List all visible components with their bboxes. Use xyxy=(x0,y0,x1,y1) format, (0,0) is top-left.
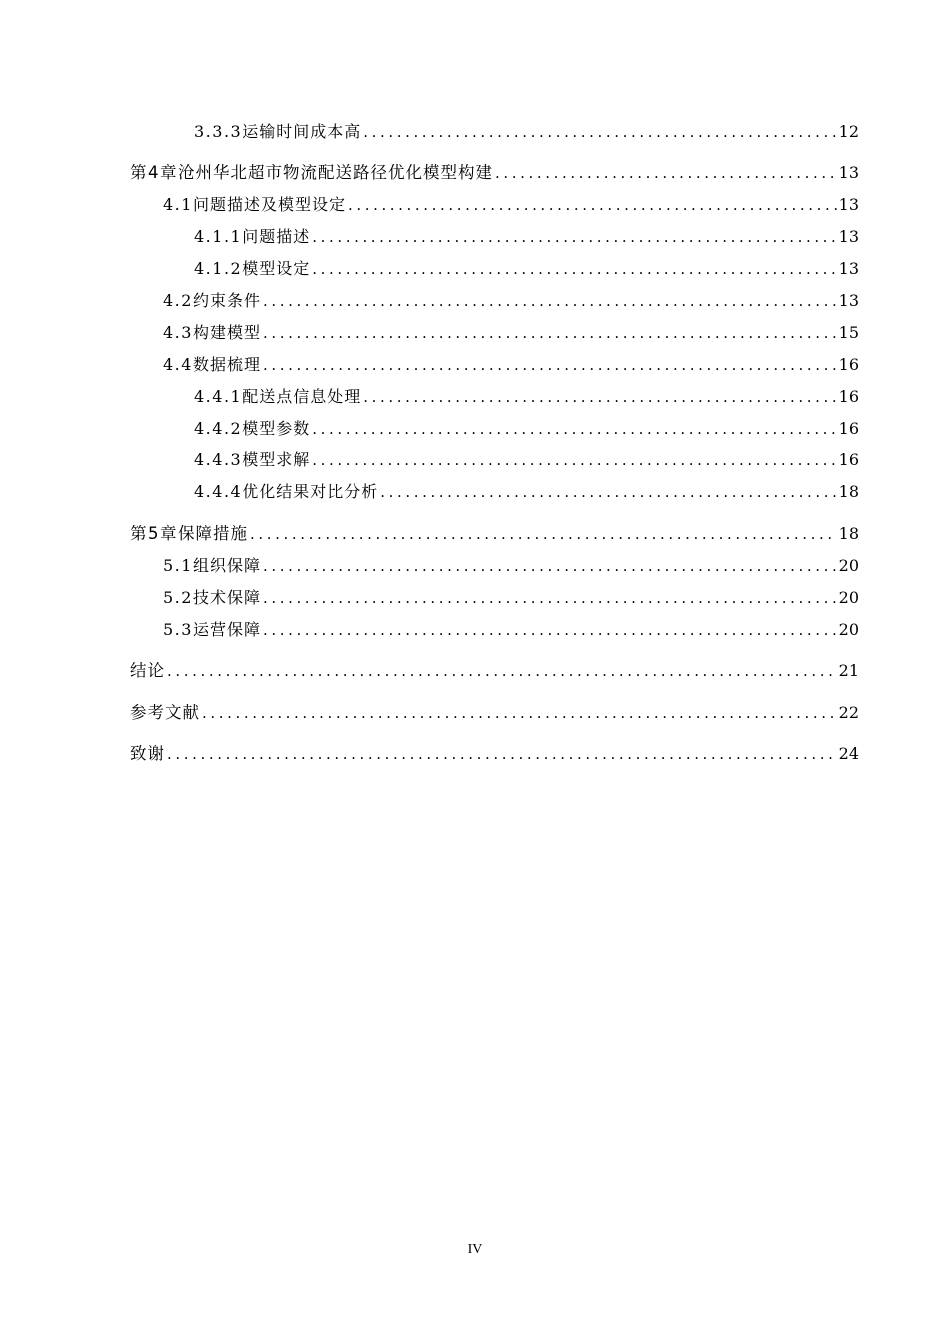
toc-entry-title: 问题描述 xyxy=(242,227,311,246)
toc-leader-dots xyxy=(263,289,837,313)
toc-entry-acknowledgements[interactable] xyxy=(130,742,859,766)
toc-entry-page: 13 xyxy=(838,291,859,310)
toc-entry-page: 13 xyxy=(838,163,859,182)
toc-entry-number: 5.2 xyxy=(163,588,193,607)
toc-entry-4-4-4[interactable] xyxy=(194,480,859,504)
toc-entry-chapter-5[interactable] xyxy=(130,522,859,546)
toc-leader-dots xyxy=(363,120,836,144)
toc-entry-title: 组织保障 xyxy=(192,556,261,575)
toc-entry-title: 配送点信息处理 xyxy=(242,387,362,406)
toc-entry-number: 4.4.2 xyxy=(194,419,243,438)
toc-entry-page: 21 xyxy=(838,661,859,680)
toc-leader-dots xyxy=(263,554,837,578)
toc-entry-page: 13 xyxy=(838,259,859,278)
toc-entry-4-1-2[interactable] xyxy=(194,257,859,281)
toc-entry-page: 24 xyxy=(838,744,859,763)
toc-leader-dots xyxy=(202,701,837,725)
toc-entry-title: 模型求解 xyxy=(242,450,311,469)
toc-entry-page: 15 xyxy=(838,323,859,342)
toc-entry-number: 5.3 xyxy=(163,620,193,639)
toc-entry-page: 22 xyxy=(838,703,859,722)
toc-entry-title: 约束条件 xyxy=(192,291,261,310)
toc-leader-dots xyxy=(312,257,836,281)
toc-entry-title: 问题描述及模型设定 xyxy=(192,195,346,214)
toc-leader-dots xyxy=(167,742,837,766)
toc-entry-number: 4.1.2 xyxy=(194,259,243,278)
toc-leader-dots xyxy=(363,385,836,409)
toc-entry-title: 数据梳理 xyxy=(192,355,261,374)
toc-entry-number: 4.1 xyxy=(163,195,193,214)
toc-entry-page: 16 xyxy=(838,387,859,406)
toc-entry-title: 致谢 xyxy=(130,744,165,763)
toc-entry-page: 16 xyxy=(838,355,859,374)
toc-entry-5-3[interactable] xyxy=(163,618,859,642)
toc-entry-references[interactable] xyxy=(130,701,859,725)
toc-entry-4-1-1[interactable] xyxy=(194,225,859,249)
toc-entry-number: 3.3.3 xyxy=(194,122,243,141)
toc-leader-dots xyxy=(312,448,836,472)
toc-entry-5-2[interactable] xyxy=(163,586,859,610)
toc-entry-title: 运营保障 xyxy=(192,620,261,639)
toc-entry-page: 13 xyxy=(838,227,859,246)
toc-leader-dots xyxy=(312,225,836,249)
toc-entry-number: 4.3 xyxy=(163,323,193,342)
toc-leader-dots xyxy=(380,480,836,504)
toc-entry-number: 5.1 xyxy=(163,556,193,575)
toc-entry-number: 4.4.4 xyxy=(194,482,243,501)
toc-entry-number: 4.4 xyxy=(163,355,193,374)
toc-entry-4-4-3[interactable] xyxy=(194,448,859,472)
toc-entry-page: 13 xyxy=(838,195,859,214)
toc-entry-title: 模型参数 xyxy=(242,419,311,438)
toc-entry-page: 16 xyxy=(838,419,859,438)
toc-entry-number: 第4章 xyxy=(130,163,178,182)
toc-entry-page: 20 xyxy=(838,620,859,639)
toc-entry-4-4[interactable] xyxy=(163,353,859,377)
toc-entry-title: 沧州华北超市物流配送路径优化模型构建 xyxy=(178,163,493,182)
toc-entry-page: 18 xyxy=(838,524,859,543)
toc-entry-number: 4.2 xyxy=(163,291,193,310)
toc-entry-title: 运输时间成本高 xyxy=(242,122,362,141)
toc-entry-3-3-3[interactable] xyxy=(194,120,859,144)
toc-entry-page: 12 xyxy=(838,122,859,141)
toc-entry-title: 结论 xyxy=(130,661,165,680)
toc-entry-title: 构建模型 xyxy=(192,323,261,342)
toc-entry-page: 20 xyxy=(838,556,859,575)
toc-entry-title: 保障措施 xyxy=(178,524,248,543)
toc-entry-chapter-4[interactable] xyxy=(130,161,859,185)
toc-entry-5-1[interactable] xyxy=(163,554,859,578)
toc-entry-title: 技术保障 xyxy=(192,588,261,607)
toc-leader-dots xyxy=(167,659,837,683)
toc-entry-number: 4.4.1 xyxy=(194,387,243,406)
toc-leader-dots xyxy=(263,321,837,345)
toc-entry-4-4-1[interactable] xyxy=(194,385,859,409)
toc-leader-dots xyxy=(263,586,837,610)
toc-leader-dots xyxy=(495,161,837,185)
toc-entry-number: 4.4.3 xyxy=(194,450,243,469)
toc-leader-dots xyxy=(263,618,837,642)
toc-entry-title: 参考文献 xyxy=(130,703,200,722)
page-number: IV xyxy=(467,1242,483,1257)
toc-entry-page: 16 xyxy=(838,450,859,469)
toc-entry-title: 模型设定 xyxy=(242,259,311,278)
toc-leader-dots xyxy=(348,193,837,217)
toc-entry-4-3[interactable] xyxy=(163,321,859,345)
toc-entry-number: 第5章 xyxy=(130,524,178,543)
toc-entry-page: 18 xyxy=(838,482,859,501)
toc-entry-4-1[interactable] xyxy=(163,193,859,217)
toc-leader-dots xyxy=(250,522,837,546)
toc-entry-conclusion[interactable] xyxy=(130,659,859,683)
toc-entry-4-4-2[interactable] xyxy=(194,417,859,441)
toc-entry-4-2[interactable] xyxy=(163,289,859,313)
toc-entry-number: 4.1.1 xyxy=(194,227,243,246)
toc-leader-dots xyxy=(312,417,836,441)
toc-leader-dots xyxy=(263,353,837,377)
toc-entry-page: 20 xyxy=(838,588,859,607)
toc-entry-title: 优化结果对比分析 xyxy=(242,482,379,501)
